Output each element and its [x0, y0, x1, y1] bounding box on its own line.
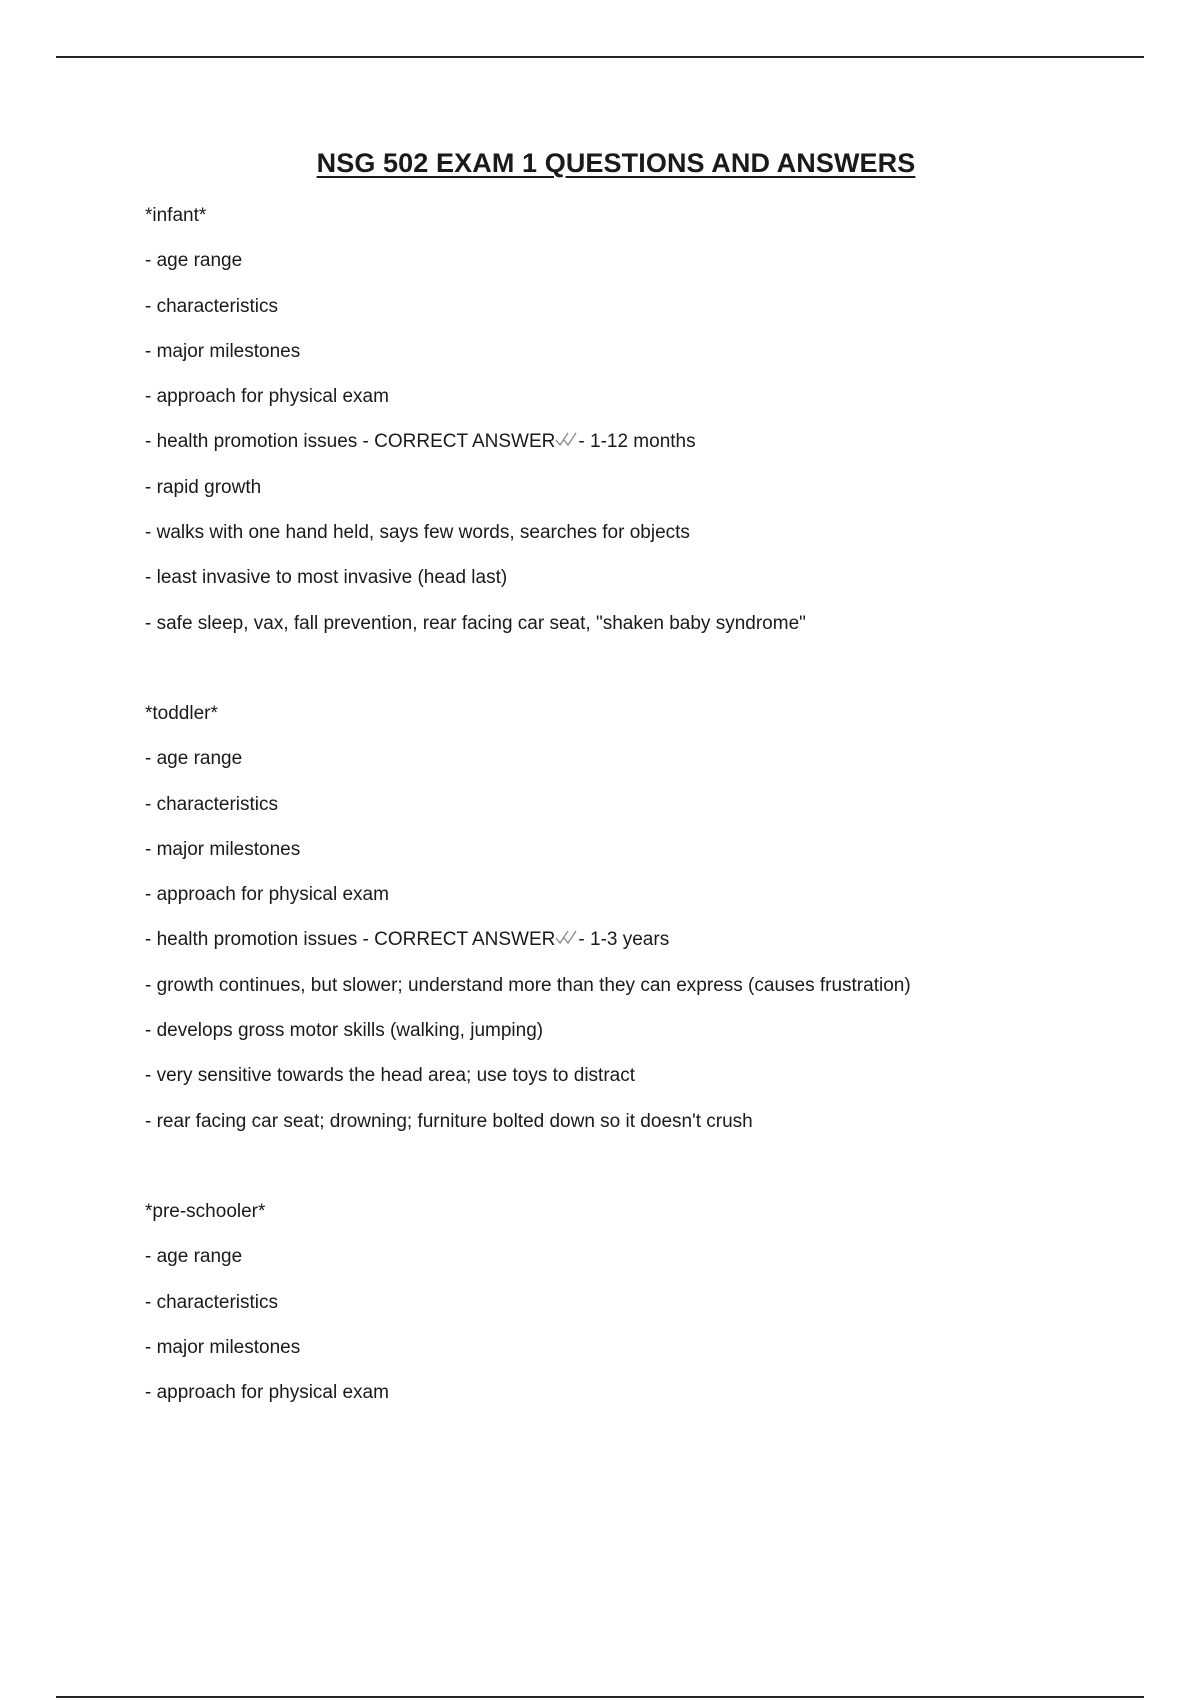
answer-line: - rear facing car seat; drowning; furniture bolted down so it doesn't crush: [145, 1110, 753, 1132]
answer-first-value: - 1-3 years: [578, 929, 670, 951]
answer-first-value: - 1-12 months: [578, 431, 696, 453]
prompt-line: - major milestones: [145, 838, 301, 860]
answer-line: - growth continues, but slower; understand more than they can express (causes frustration): [145, 974, 911, 996]
section-heading: *toddler*: [145, 702, 218, 724]
page-bottom-rule: [56, 1696, 1144, 1698]
prompt-line: - approach for physical exam: [145, 1382, 389, 1404]
double-check-icon: [555, 929, 577, 947]
answer-line: - least invasive to most invasive (head last): [145, 567, 508, 589]
answer-marker-prefix: - health promotion issues - CORRECT ANSWER: [145, 431, 556, 453]
section-heading: *infant*: [145, 205, 207, 226]
answer-line: - develops gross motor skills (walking, jumping): [145, 1020, 544, 1042]
prompt-line: - age range: [145, 748, 243, 770]
answer-line: - rapid growth: [145, 476, 262, 498]
section-infant: [145, 204, 1145, 657]
prompt-line: - approach for physical exam: [145, 884, 389, 906]
prompt-line: - major milestones: [145, 340, 301, 362]
prompt-line: - age range: [145, 1246, 243, 1268]
answer-line: - safe sleep, vax, fall prevention, rear facing car seat, "shaken baby syndrome": [145, 612, 806, 634]
page-title: NSG 502 EXAM 1 QUESTIONS AND ANSWERS: [316, 148, 916, 178]
double-check-icon: [555, 431, 577, 449]
prompt-line: - characteristics: [145, 295, 279, 317]
prompt-line: - major milestones: [145, 1336, 301, 1358]
section-heading: *pre-schooler*: [145, 1200, 266, 1222]
section-pre-schooler: [145, 1200, 1145, 1426]
answer-marker-line: [145, 430, 1145, 475]
answer-marker-prefix: - health promotion issues - CORRECT ANSWER: [145, 929, 556, 951]
prompt-line: - characteristics: [145, 793, 279, 815]
section-toddler: [145, 702, 1145, 1155]
answer-marker-line: [145, 928, 1145, 973]
document-body: [145, 204, 1145, 1426]
page-top-rule: [56, 56, 1144, 58]
answer-line: - very sensitive towards the head area; use toys to distract: [145, 1065, 636, 1087]
answer-line: - walks with one hand held, says few words, searches for objects: [145, 522, 690, 544]
prompt-line: - approach for physical exam: [145, 386, 389, 408]
prompt-line: - age range: [145, 250, 243, 272]
prompt-line: - characteristics: [145, 1291, 279, 1313]
